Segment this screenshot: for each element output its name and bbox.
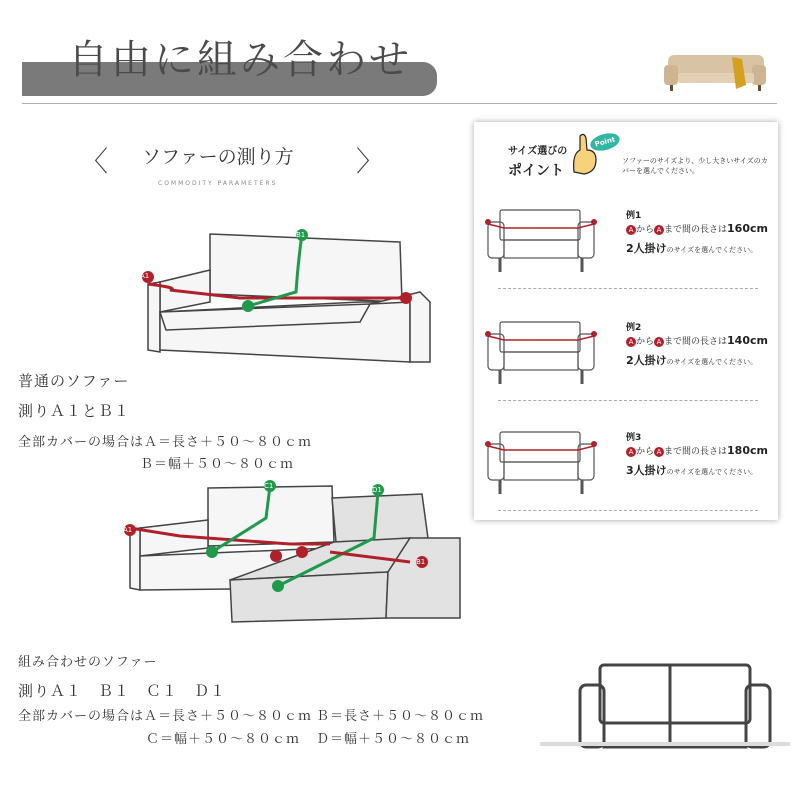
example-length: 180cm xyxy=(727,444,768,457)
example-sofa-icon xyxy=(482,316,600,396)
page-title: 自由に組み合わせ xyxy=(68,37,412,83)
example-length: 160cm xyxy=(727,222,768,235)
size-guide-panel xyxy=(474,122,778,520)
example-length-line xyxy=(626,222,768,235)
example-length: 140cm xyxy=(727,334,768,347)
bottom-shadow xyxy=(540,742,790,746)
label-b1: B1 xyxy=(296,231,306,239)
example-sofa-icon xyxy=(482,426,600,506)
combo-line1b: Ｂ＝長さ＋５０～８０ｃｍ xyxy=(316,709,485,724)
sofa-thumbnail-icon xyxy=(660,45,778,95)
example-text-a: から xyxy=(636,447,655,457)
point-a-from: A xyxy=(626,337,636,347)
regular-sofa-diagram xyxy=(130,222,450,372)
point-a-to: A xyxy=(654,337,664,347)
combo-line2b: Ｄ＝幅＋５０～８０ｃｍ xyxy=(316,732,471,747)
label-a1: A1 xyxy=(140,272,150,280)
example-seats: 2人掛け xyxy=(626,242,667,255)
combo-label-a1: A1 xyxy=(123,526,133,534)
example-seats: 2人掛け xyxy=(626,354,667,367)
combo-label-b1: B1 xyxy=(416,558,426,566)
header-divider xyxy=(22,103,777,104)
regular-heading: 普通のソファー xyxy=(18,372,130,390)
example-text-b: まで間の長さは xyxy=(664,337,728,347)
next-arrow-icon[interactable]: 〉 xyxy=(356,145,385,178)
example-text-a: から xyxy=(636,337,655,347)
example-sofa-icon xyxy=(482,204,600,284)
example-suffix: のサイズを選んでください。 xyxy=(666,246,758,254)
example-suffix: のサイズを選んでください。 xyxy=(666,358,758,366)
example-suffix: のサイズを選んでください。 xyxy=(666,468,758,476)
example-label: 例1 xyxy=(626,211,642,221)
panel-heading-1: サイズ選びの xyxy=(508,146,568,157)
sofa-outline-icon xyxy=(570,655,780,765)
example-seats: 3人掛け xyxy=(626,464,667,477)
example-seat-line xyxy=(626,240,757,256)
example-divider xyxy=(498,288,758,289)
point-a-to: A xyxy=(654,225,664,235)
panel-heading-2: ポイント xyxy=(508,163,564,179)
combo-heading: 組み合わせのソファー xyxy=(18,655,158,670)
panel-intro: ソファーのサイズより、少し大きいサイズのカバーを選んでください。 xyxy=(622,157,768,175)
point-a-from: A xyxy=(626,447,636,457)
regular-line2: Ｂ＝幅＋５０～８０ｃｍ xyxy=(140,457,295,472)
example-divider xyxy=(498,400,758,401)
combo-sofa-diagram xyxy=(120,478,470,628)
example-length-line xyxy=(626,334,768,347)
example-label: 例3 xyxy=(626,433,642,443)
regular-line1: 全部カバーの場合はＡ＝長さ＋５０～８０ｃｍ xyxy=(18,435,313,450)
section-title: ソファーの測り方 xyxy=(142,146,294,168)
regular-measure: 測りＡ１とＢ１ xyxy=(18,402,131,420)
combo-measure: 測りＡ１ Ｂ１ Ｃ１ Ｄ１ xyxy=(18,682,227,700)
combo-line2a: Ｃ＝幅＋５０～８０ｃｍ xyxy=(146,732,301,747)
combo-label-d1: D1 xyxy=(372,486,382,494)
example-divider xyxy=(498,510,758,511)
combo-line1a: 全部カバーの場合はＡ＝長さ＋５０～８０ｃｍ xyxy=(18,709,313,724)
point-a-to: A xyxy=(654,447,664,457)
example-label: 例2 xyxy=(626,323,642,333)
combo-label-c1: C1 xyxy=(264,482,274,490)
example-text-b: まで間の長さは xyxy=(664,447,728,457)
section-subtitle: COMMODITY PARAMETERS xyxy=(158,180,278,187)
point-a-from: A xyxy=(626,225,636,235)
example-text-b: まで間の長さは xyxy=(664,225,728,235)
prev-arrow-icon[interactable]: 〈 xyxy=(80,145,109,178)
example-seat-line xyxy=(626,462,757,478)
example-length-line xyxy=(626,444,768,457)
example-text-a: から xyxy=(636,225,655,235)
example-seat-line xyxy=(626,352,757,368)
point-badge: Point xyxy=(588,130,621,153)
